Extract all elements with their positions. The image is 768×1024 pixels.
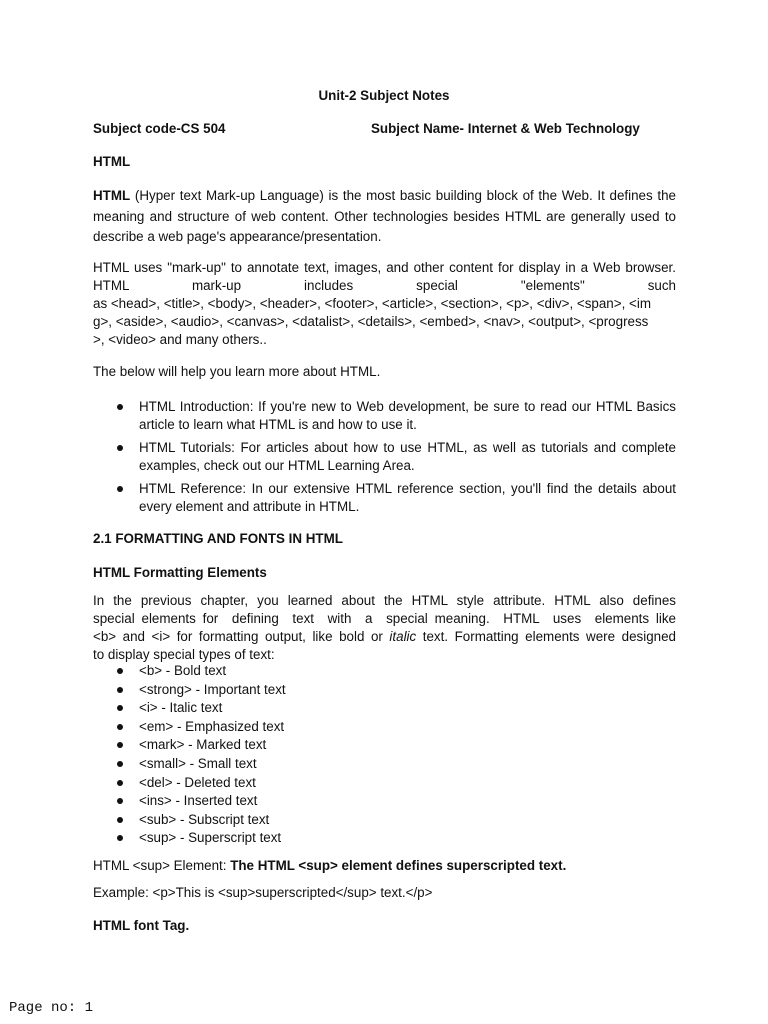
formatting-line-3: <b> and <i> for formatting output, like bold or italic text. Formatting elements were designed bbox=[93, 629, 676, 644]
intro-text: (Hyper text Mark-up Language) is the most basic building block of the Web. It defines the meaning and structure of web content. Other technologies besides HTML are generally used to describe a web page's appearance/presentation. bbox=[93, 188, 676, 244]
document-title: Unit-2 Subject Notes bbox=[318, 88, 450, 103]
markup-line-3: g>, <aside>, <audio>, <canvas>, <datalist>, <details>, <embed>, <nav>, <output>, <progress bbox=[93, 314, 649, 329]
bullet-icon bbox=[117, 705, 123, 711]
subject-name: Subject Name- Internet & Web Technology bbox=[371, 121, 640, 136]
bullet-icon bbox=[117, 404, 123, 410]
list-item: HTML Reference: In our extensive HTML reference section, you'll find the details about every element and attribute in HTML. bbox=[93, 480, 676, 516]
bullet-icon bbox=[117, 761, 123, 767]
list-item: <i> - Italic text bbox=[93, 699, 676, 718]
list-item: <mark> - Marked text bbox=[93, 736, 676, 755]
formatting-line-1: In the previous chapter, you learned about the HTML style attribute. HTML also defines bbox=[93, 593, 676, 608]
list-item: <strong> - Important text bbox=[93, 681, 676, 700]
formatting-line-2: special elements for defining text with a special meaning. HTML uses elements like bbox=[93, 611, 676, 626]
bullet-icon bbox=[117, 687, 123, 693]
list-item: <sub> - Subscript text bbox=[93, 811, 676, 830]
bullet-icon bbox=[117, 817, 123, 823]
intro-paragraph bbox=[93, 186, 676, 248]
sup-element-line: HTML <sup> Element: The HTML <sup> element defines superscripted text. bbox=[93, 858, 567, 873]
markup-line-4: >, <video> and many others.. bbox=[93, 332, 267, 347]
html-heading: HTML bbox=[93, 154, 131, 169]
markup-line-2: as <head>, <title>, <body>, <header>, <footer>, <article>, <section>, <p>, <div>, <span>, <im bbox=[93, 296, 651, 311]
bullet-icon bbox=[117, 445, 123, 451]
list-item: <sup> - Superscript text bbox=[93, 829, 676, 848]
bullet-icon bbox=[117, 835, 123, 841]
list-item: HTML Introduction: If you're new to Web development, be sure to read our HTML Basics article to learn what HTML is and how to use it. bbox=[93, 398, 676, 434]
bullet-icon bbox=[117, 486, 123, 492]
markup-line-1: HTML uses "mark-up" to annotate text, images, and other content for display in a Web browser. HTML mark-up includes special "elements" such bbox=[93, 260, 699, 293]
formatting-paragraph bbox=[93, 592, 676, 664]
format-element-list bbox=[93, 662, 676, 848]
learn-list bbox=[93, 398, 676, 516]
markup-paragraph bbox=[93, 259, 699, 349]
list-item: <ins> - Inserted text bbox=[93, 792, 676, 811]
list-item: <em> - Emphasized text bbox=[93, 718, 676, 737]
bullet-icon bbox=[117, 780, 123, 786]
below-text: The below will help you learn more about HTML. bbox=[93, 364, 381, 379]
bullet-icon bbox=[117, 724, 123, 730]
intro-bold-term: HTML bbox=[93, 188, 131, 203]
page-number: Page no: 1 bbox=[9, 1000, 94, 1016]
section-heading: 2.1 FORMATTING AND FONTS IN HTML bbox=[93, 531, 343, 546]
list-item: <b> - Bold text bbox=[93, 662, 676, 681]
list-item: <del> - Deleted text bbox=[93, 774, 676, 793]
list-item: HTML Tutorials: For articles about how to use HTML, as well as tutorials and complete examples, check out our HTML Learning Area. bbox=[93, 439, 676, 475]
bullet-icon bbox=[117, 668, 123, 674]
formatting-subheading: HTML Formatting Elements bbox=[93, 565, 267, 580]
bullet-icon bbox=[117, 798, 123, 804]
formatting-line-4: to display special types of text: bbox=[93, 647, 275, 662]
subject-code: Subject code-CS 504 bbox=[93, 121, 226, 136]
bullet-icon bbox=[117, 742, 123, 748]
list-item: <small> - Small text bbox=[93, 755, 676, 774]
font-tag-heading: HTML font Tag. bbox=[93, 918, 190, 933]
example-line: Example: <p>This is <sup>superscripted</sup> text.</p> bbox=[93, 885, 433, 900]
